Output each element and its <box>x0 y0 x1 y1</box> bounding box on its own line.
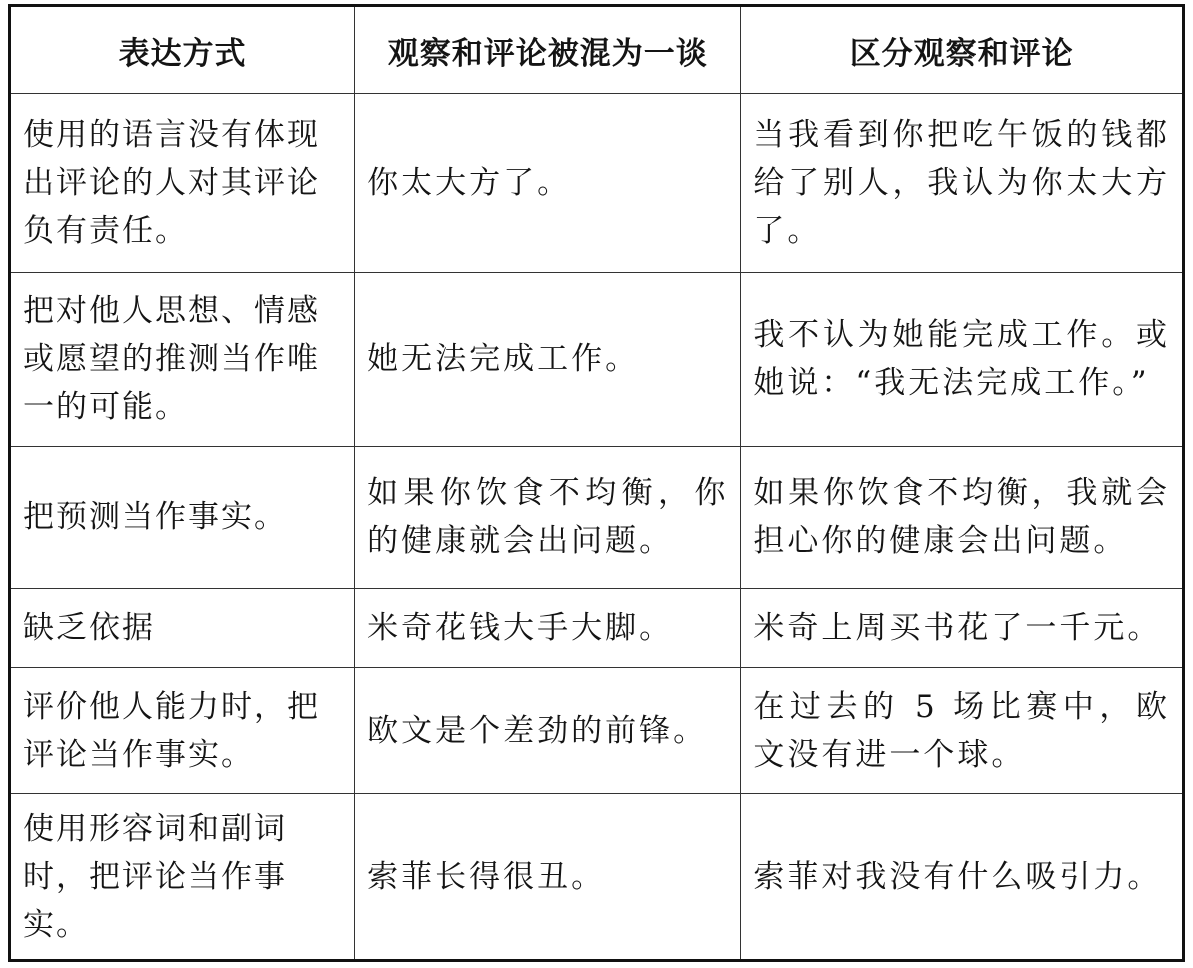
expression-mode-cell: 缺乏依据 <box>10 589 355 668</box>
mixed-example-cell: 索菲长得很丑。 <box>355 794 741 961</box>
mixed-example-cell: 你太大方了。 <box>355 94 741 273</box>
mixed-example-cell: 米奇花钱大手大脚。 <box>355 589 741 668</box>
table-row <box>10 589 1184 668</box>
mixed-example-cell: 欧文是个差劲的前锋。 <box>355 668 741 794</box>
expression-mode-cell: 使用的语言没有体现出评论的人对其评论负有责任。 <box>10 94 355 273</box>
expression-mode-cell: 把对他人思想、情感或愿望的推测当作唯一的可能。 <box>10 273 355 447</box>
distinguished-example-cell: 米奇上周买书花了一千元。 <box>741 589 1184 668</box>
expression-mode-cell: 使用形容词和副词时，把评论当作事实。 <box>10 794 355 961</box>
header-expression-mode: 表达方式 <box>10 6 355 94</box>
distinguished-example-cell: 索菲对我没有什么吸引力。 <box>741 794 1184 961</box>
expression-mode-cell: 把预测当作事实。 <box>10 446 355 588</box>
observation-vs-evaluation-table <box>8 4 1185 962</box>
mixed-example-cell: 她无法完成工作。 <box>355 273 741 447</box>
table-row <box>10 794 1184 961</box>
distinguished-example-cell: 在过去的 5 场比赛中，欧文没有进一个球。 <box>741 668 1184 794</box>
mixed-example-cell: 如果你饮食不均衡，你的健康就会出问题。 <box>355 446 741 588</box>
header-distinguished: 区分观察和评论 <box>741 6 1184 94</box>
header-mixed: 观察和评论被混为一谈 <box>355 6 741 94</box>
table-row <box>10 668 1184 794</box>
comparison-table-container <box>8 4 1185 962</box>
table-row <box>10 446 1184 588</box>
table-header-row <box>10 6 1184 94</box>
distinguished-example-cell: 如果你饮食不均衡，我就会担心你的健康会出问题。 <box>741 446 1184 588</box>
table-row <box>10 94 1184 273</box>
distinguished-example-cell: 当我看到你把吃午饭的钱都给了别人，我认为你太大方了。 <box>741 94 1184 273</box>
distinguished-example-cell: 我不认为她能完成工作。或她说：“我无法完成工作。” <box>741 273 1184 447</box>
table-row <box>10 273 1184 447</box>
expression-mode-cell: 评价他人能力时，把评论当作事实。 <box>10 668 355 794</box>
